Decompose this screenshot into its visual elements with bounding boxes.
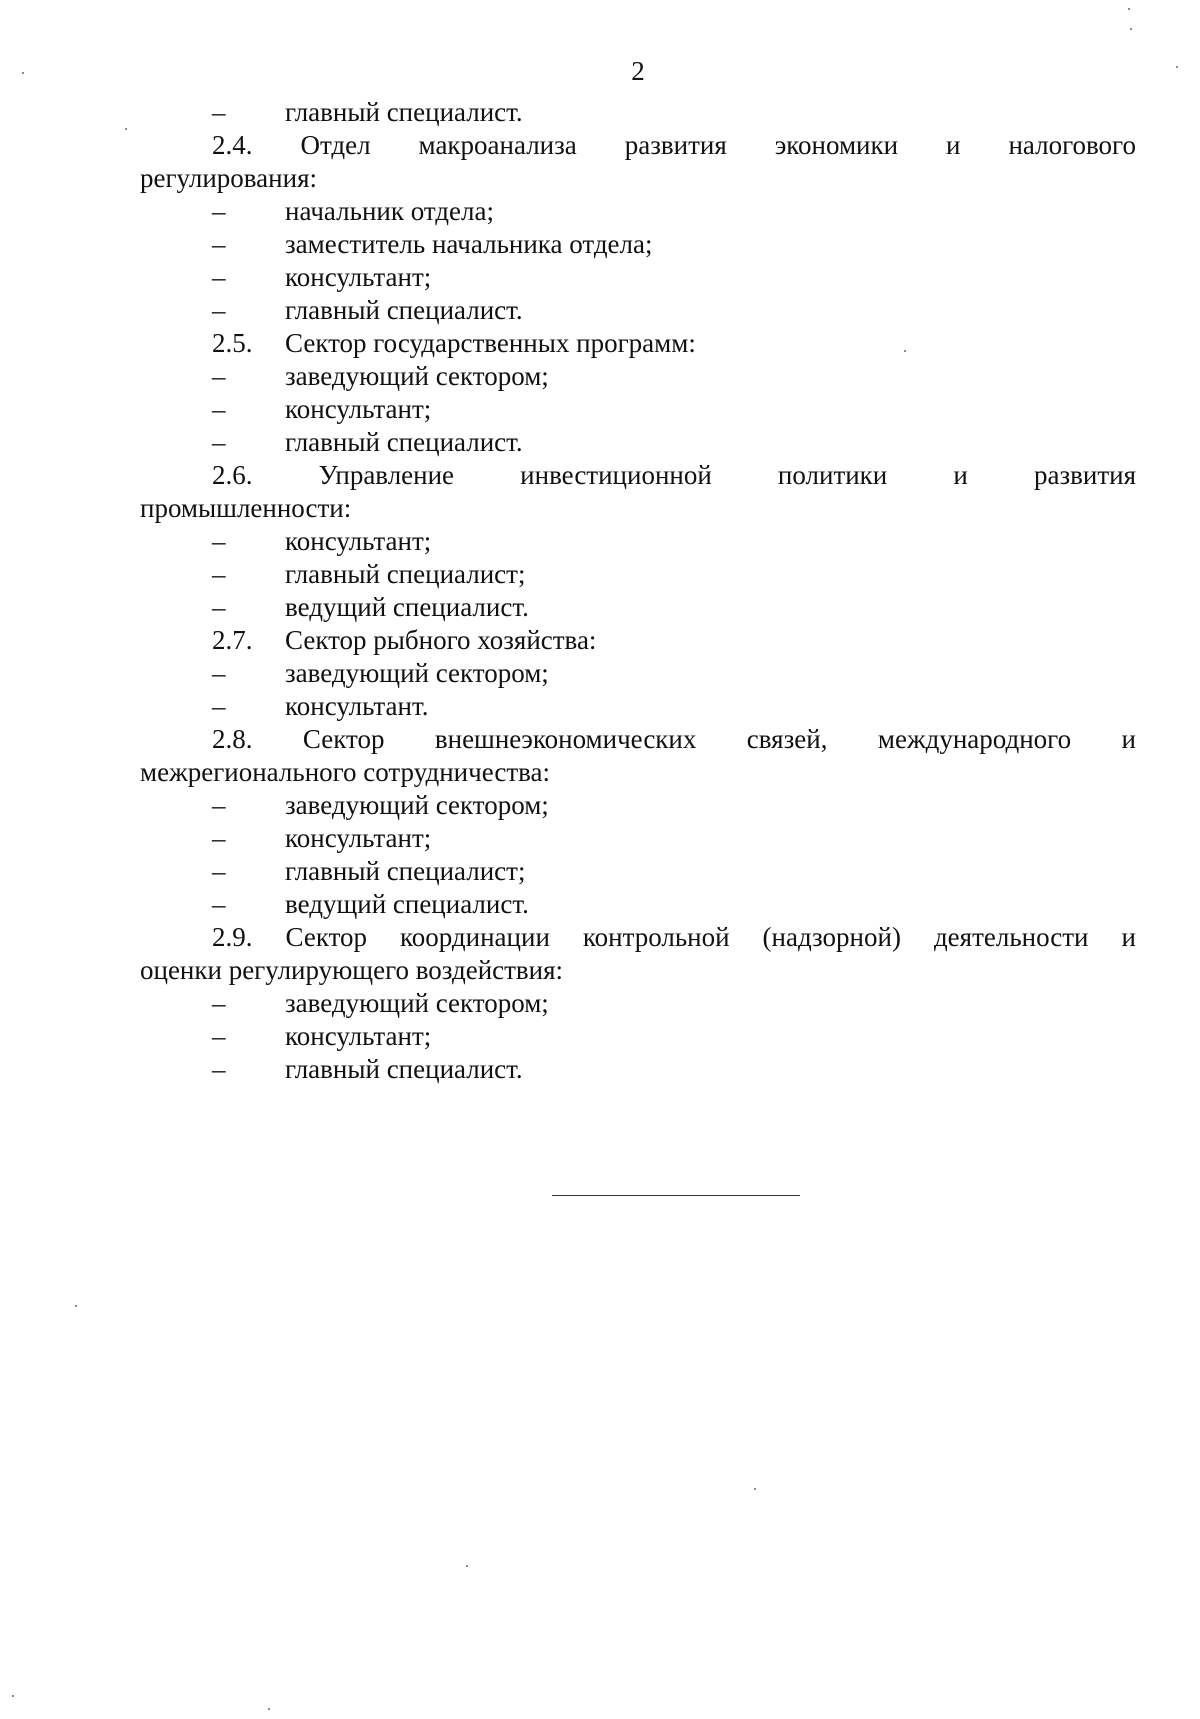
dash-bullet: – (212, 691, 226, 721)
section-heading (140, 921, 1136, 954)
heading-word: Сектор (302, 724, 385, 754)
list-item (140, 591, 1136, 624)
section-number: 2.7. (212, 625, 253, 655)
list-item (140, 855, 1136, 888)
heading-word: координации (400, 922, 550, 952)
list-item (140, 426, 1136, 459)
scan-speck (22, 72, 24, 74)
list-item-text: консультант; (285, 1021, 432, 1051)
heading-word: и (953, 460, 968, 490)
list-item (140, 1053, 1136, 1086)
section-number: 2.5. (212, 328, 253, 358)
dash-bullet: – (212, 658, 226, 688)
scan-speck (125, 128, 127, 130)
section-heading (140, 624, 1136, 657)
list-item (140, 987, 1136, 1020)
list-item-text: консультант; (285, 262, 432, 292)
dash-bullet: – (212, 988, 226, 1018)
scan-speck (1176, 66, 1178, 68)
scan-speck (1130, 28, 1132, 30)
scan-speck (268, 1708, 270, 1710)
list-item (140, 360, 1136, 393)
dash-bullet: – (212, 526, 226, 556)
dash-bullet: – (212, 790, 226, 820)
list-item-text: заведующий сектором; (285, 988, 549, 1018)
heading-word: налогового (1008, 130, 1136, 160)
closing-rule (552, 1195, 800, 1196)
dash-bullet: – (212, 97, 226, 127)
dash-bullet: – (212, 889, 226, 919)
list-item-text: главный специалист. (285, 97, 523, 127)
heading-word: (надзорной) (762, 922, 901, 952)
document-body (140, 96, 1136, 1086)
section-heading (140, 129, 1136, 162)
list-item-text: заведующий сектором; (285, 790, 549, 820)
dash-bullet: – (212, 592, 226, 622)
list-item (140, 261, 1136, 294)
dash-bullet: – (212, 262, 226, 292)
section-number: 2.8. (212, 724, 253, 754)
section-title: Сектор государственных программ: (285, 328, 696, 358)
scan-speck (754, 1488, 756, 1490)
dash-bullet: – (212, 394, 226, 424)
scan-speck (1128, 8, 1130, 10)
list-item (140, 195, 1136, 228)
heading-continuation: оценки регулирующего воздействия: (140, 955, 564, 985)
dash-bullet: – (212, 1021, 226, 1051)
list-item (140, 96, 1136, 129)
list-item (140, 228, 1136, 261)
list-item-text: заведующий сектором; (285, 658, 549, 688)
section-heading (140, 327, 1136, 360)
list-item (140, 558, 1136, 591)
list-item (140, 1020, 1136, 1053)
heading-word: политики (777, 460, 888, 490)
scan-speck (12, 1695, 14, 1697)
list-item-text: главный специалист; (285, 559, 526, 589)
list-item-text: консультант; (285, 394, 432, 424)
list-item (140, 657, 1136, 690)
heading-continuation: межрегионального сотрудничества: (140, 757, 551, 787)
list-item-text: консультант. (285, 691, 429, 721)
heading-continuation: промышленности: (140, 493, 352, 523)
section-number: 2.4. (212, 130, 253, 160)
list-item-text: начальник отдела; (285, 196, 494, 226)
heading-word: и (946, 130, 961, 160)
dash-bullet: – (212, 823, 226, 853)
list-item-text: главный специалист. (285, 295, 523, 325)
heading-word: деятельности (933, 922, 1089, 952)
section-number: 2.6. (212, 460, 253, 490)
dash-bullet: – (212, 856, 226, 886)
list-item (140, 393, 1136, 426)
dash-bullet: – (212, 295, 226, 325)
list-item (140, 525, 1136, 558)
list-item (140, 294, 1136, 327)
list-item-text: ведущий специалист. (285, 889, 529, 919)
scan-speck (466, 1565, 468, 1567)
heading-word: внешнеэкономических (434, 724, 697, 754)
heading-word: связей, (746, 724, 828, 754)
list-item-text: консультант; (285, 823, 432, 853)
heading-word: и (1121, 724, 1136, 754)
section-number: 2.9. (212, 922, 253, 952)
page-number: 2 (631, 56, 645, 86)
list-item-text: главный специалист. (285, 1054, 523, 1084)
heading-word: Отдел (300, 130, 371, 160)
heading-word: международного (877, 724, 1072, 754)
dash-bullet: – (212, 229, 226, 259)
list-item (140, 822, 1136, 855)
heading-word: развития (1033, 460, 1136, 490)
heading-word: инвестиционной (520, 460, 712, 490)
heading-continuation: регулирования: (140, 163, 317, 193)
list-item-text: консультант; (285, 526, 432, 556)
list-item-text: заведующий сектором; (285, 361, 549, 391)
list-item-text: главный специалист; (285, 856, 526, 886)
section-heading (140, 723, 1136, 756)
heading-word: развития (624, 130, 727, 160)
scan-speck (75, 1305, 77, 1307)
heading-word: макроанализа (418, 130, 577, 160)
dash-bullet: – (212, 427, 226, 457)
heading-word: и (1121, 922, 1136, 952)
list-item (140, 690, 1136, 723)
scan-speck (904, 350, 906, 352)
list-item-text: ведущий специалист. (285, 592, 529, 622)
list-item-text: заместитель начальника отдела; (285, 229, 653, 259)
list-item-text: главный специалист. (285, 427, 523, 457)
dash-bullet: – (212, 196, 226, 226)
list-item (140, 789, 1136, 822)
list-item (140, 888, 1136, 921)
section-heading (140, 459, 1136, 492)
heading-word: экономики (774, 130, 899, 160)
heading-word: контрольной (582, 922, 730, 952)
dash-bullet: – (212, 361, 226, 391)
dash-bullet: – (212, 559, 226, 589)
section-title: Сектор рыбного хозяйства: (285, 625, 597, 655)
dash-bullet: – (212, 1054, 226, 1084)
heading-word: Управление (318, 460, 455, 490)
heading-word: Сектор (285, 922, 368, 952)
